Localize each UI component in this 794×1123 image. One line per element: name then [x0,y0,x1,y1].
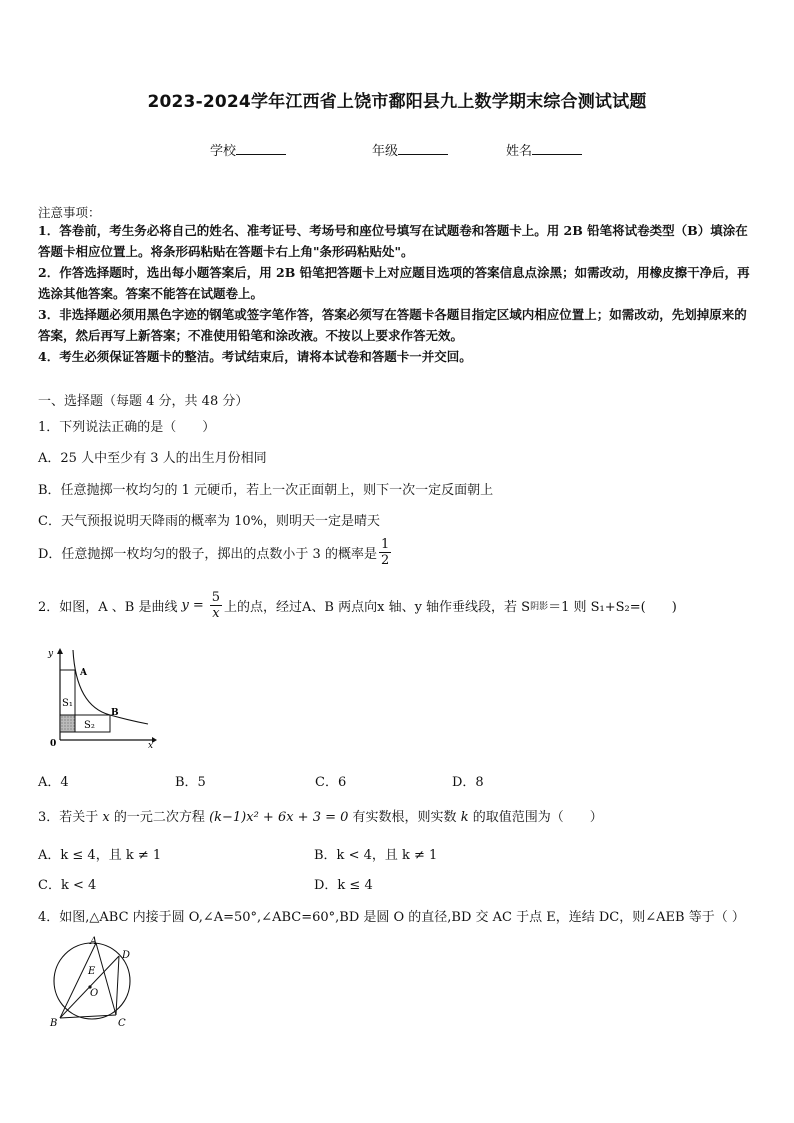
school-field [210,140,286,159]
q4-stem: 4．如图,△ABC 内接于圆 O,∠A=50°,∠ABC=60°,BD 是圆 O 的直径,BD 交 AC 于点 E，连结 DC，则∠AEB 等于（ ） [38,910,745,925]
y-arrow-icon [57,648,63,654]
x-axis-label: x [148,741,154,749]
q3-k: k [460,810,469,825]
s1-label: S₁ [62,698,73,709]
point-b-label: B [50,1018,58,1028]
point-c-label: C [118,1018,126,1028]
q2-suffix2: ＝1 则 S₁+S₂=( ) [548,600,677,615]
q2-option-d: D．8 [452,775,484,790]
point-d-label: D [122,950,131,961]
q1-option-b: B．任意抛掷一枚均匀的 1 元硬币，若上一次正面朝上，则下一次一定反面朝上 [38,483,494,498]
q2-option-b: B．5 [175,775,206,790]
q3-option-c: C．k < 4 [38,878,97,893]
point-e-label: E [88,966,96,977]
point-a-label: A [80,668,87,678]
shaded-region [60,715,75,732]
q3-option-b: B．k < 4，且 k ≠ 1 [314,848,438,863]
q2-y: y [181,598,189,613]
q2-stem [38,590,677,621]
q2-shadow: 阴影 [530,602,549,612]
q1-option-c: C．天气预报说明天降雨的概率为 10%，则明天一定是晴天 [38,514,380,529]
name-field [506,140,582,159]
q2-fraction-den: x [212,606,220,621]
section-heading: 一、选择题（每题 4 分，共 48 分） [38,394,249,409]
note-3: 3．非选择题必须用黑色字迹的钢笔或签字笔作答，答案必须写在答题卡各题目指定区域内相应位置上；如需改动，先划掉原来的答案，然后再写上新答案；不准使用铅笔和涂改液。不按以上要求作答无效。 [38,307,747,343]
q4-figure [44,934,144,1028]
name-blank [532,142,582,155]
q1-option-a: A．25 人中至少有 3 人的出生月份相同 [38,451,267,466]
grade-field [372,140,448,159]
q1-fraction-num: 1 [380,537,390,552]
q3-stem-b: 的一元二次方程 [113,810,205,825]
q1-option-d [38,537,393,568]
q3-x: x [102,810,110,825]
note-2: 2．作答选择题时，选出每小题答案后，用 2B 铅笔把答题卡上对应题目选项的答案信息点涂黑；如需改动，用橡皮擦干净后，再选涂其他答案。答案不能答在试题卷上。 [38,265,750,301]
point-b-label: B [111,708,119,718]
page-title: 2023-2024学年江西省上饶市鄱阳县九上数学期末综合测试试题 [147,92,647,112]
q1-fraction [379,537,391,568]
q2-eq: = [192,598,204,613]
q2-figure [40,644,160,749]
point-a-label: A [90,936,98,947]
q2-fraction [210,590,222,621]
q3-option-a: A．k ≤ 4，且 k ≠ 1 [38,848,162,863]
q2-option-c: C．6 [315,775,347,790]
segment-ac [96,943,116,1015]
q2-option-a: A．4 [38,775,69,790]
grade-blank [398,142,448,155]
q2-suffix: 上的点，经过A、B 两点向x 轴、y 轴作垂线段，若 S [224,600,531,615]
grade-label: 年级 [372,144,399,159]
school-blank [236,142,286,155]
point-o-label: O [90,988,99,999]
note-1: 1．答卷前，考生务必将自己的姓名、准考证号、考场号和座位号填写在试题卷和答题卡上。用 2B 铅笔将试卷类型（B）填涂在答题卡相应位置上。将条形码粘贴在答题卡右上角"条形码粘贴处"。 [38,223,748,259]
q3-equation: (k−1)x² + 6x + 3 = 0 [209,810,349,825]
q1-option-d-text: D．任意抛掷一枚均匀的骰子，掷出的点数小于 3 的概率是 [38,547,377,562]
q2-fraction-num: 5 [211,590,221,605]
q3-stem [38,806,603,825]
segment-bc [60,1015,116,1018]
s2-label: S₂ [84,720,95,731]
q1-stem: 1．下列说法正确的是（ ） [38,420,216,435]
origin-label: 0 [50,739,57,749]
note-4: 4．考生必须保证答题卡的整洁。考试结束后，请将本试卷和答题卡一并交回。 [38,349,472,364]
y-axis-label: y [48,649,54,659]
name-label: 姓名 [506,144,533,159]
segment-dc [116,956,119,1015]
q1-fraction-den: 2 [380,553,390,568]
notes-heading: 注意事项： [38,205,101,220]
q3-stem-c: 有实数根，则实数 [352,810,457,825]
q3-option-d: D．k ≤ 4 [314,878,373,893]
school-label: 学校 [210,144,237,159]
q2-prefix: 2．如图，A 、B 是曲线 [38,600,178,615]
q3-stem-d: 的取值范围为（ ） [472,810,603,825]
q3-stem-a: 3．若关于 [38,810,99,825]
